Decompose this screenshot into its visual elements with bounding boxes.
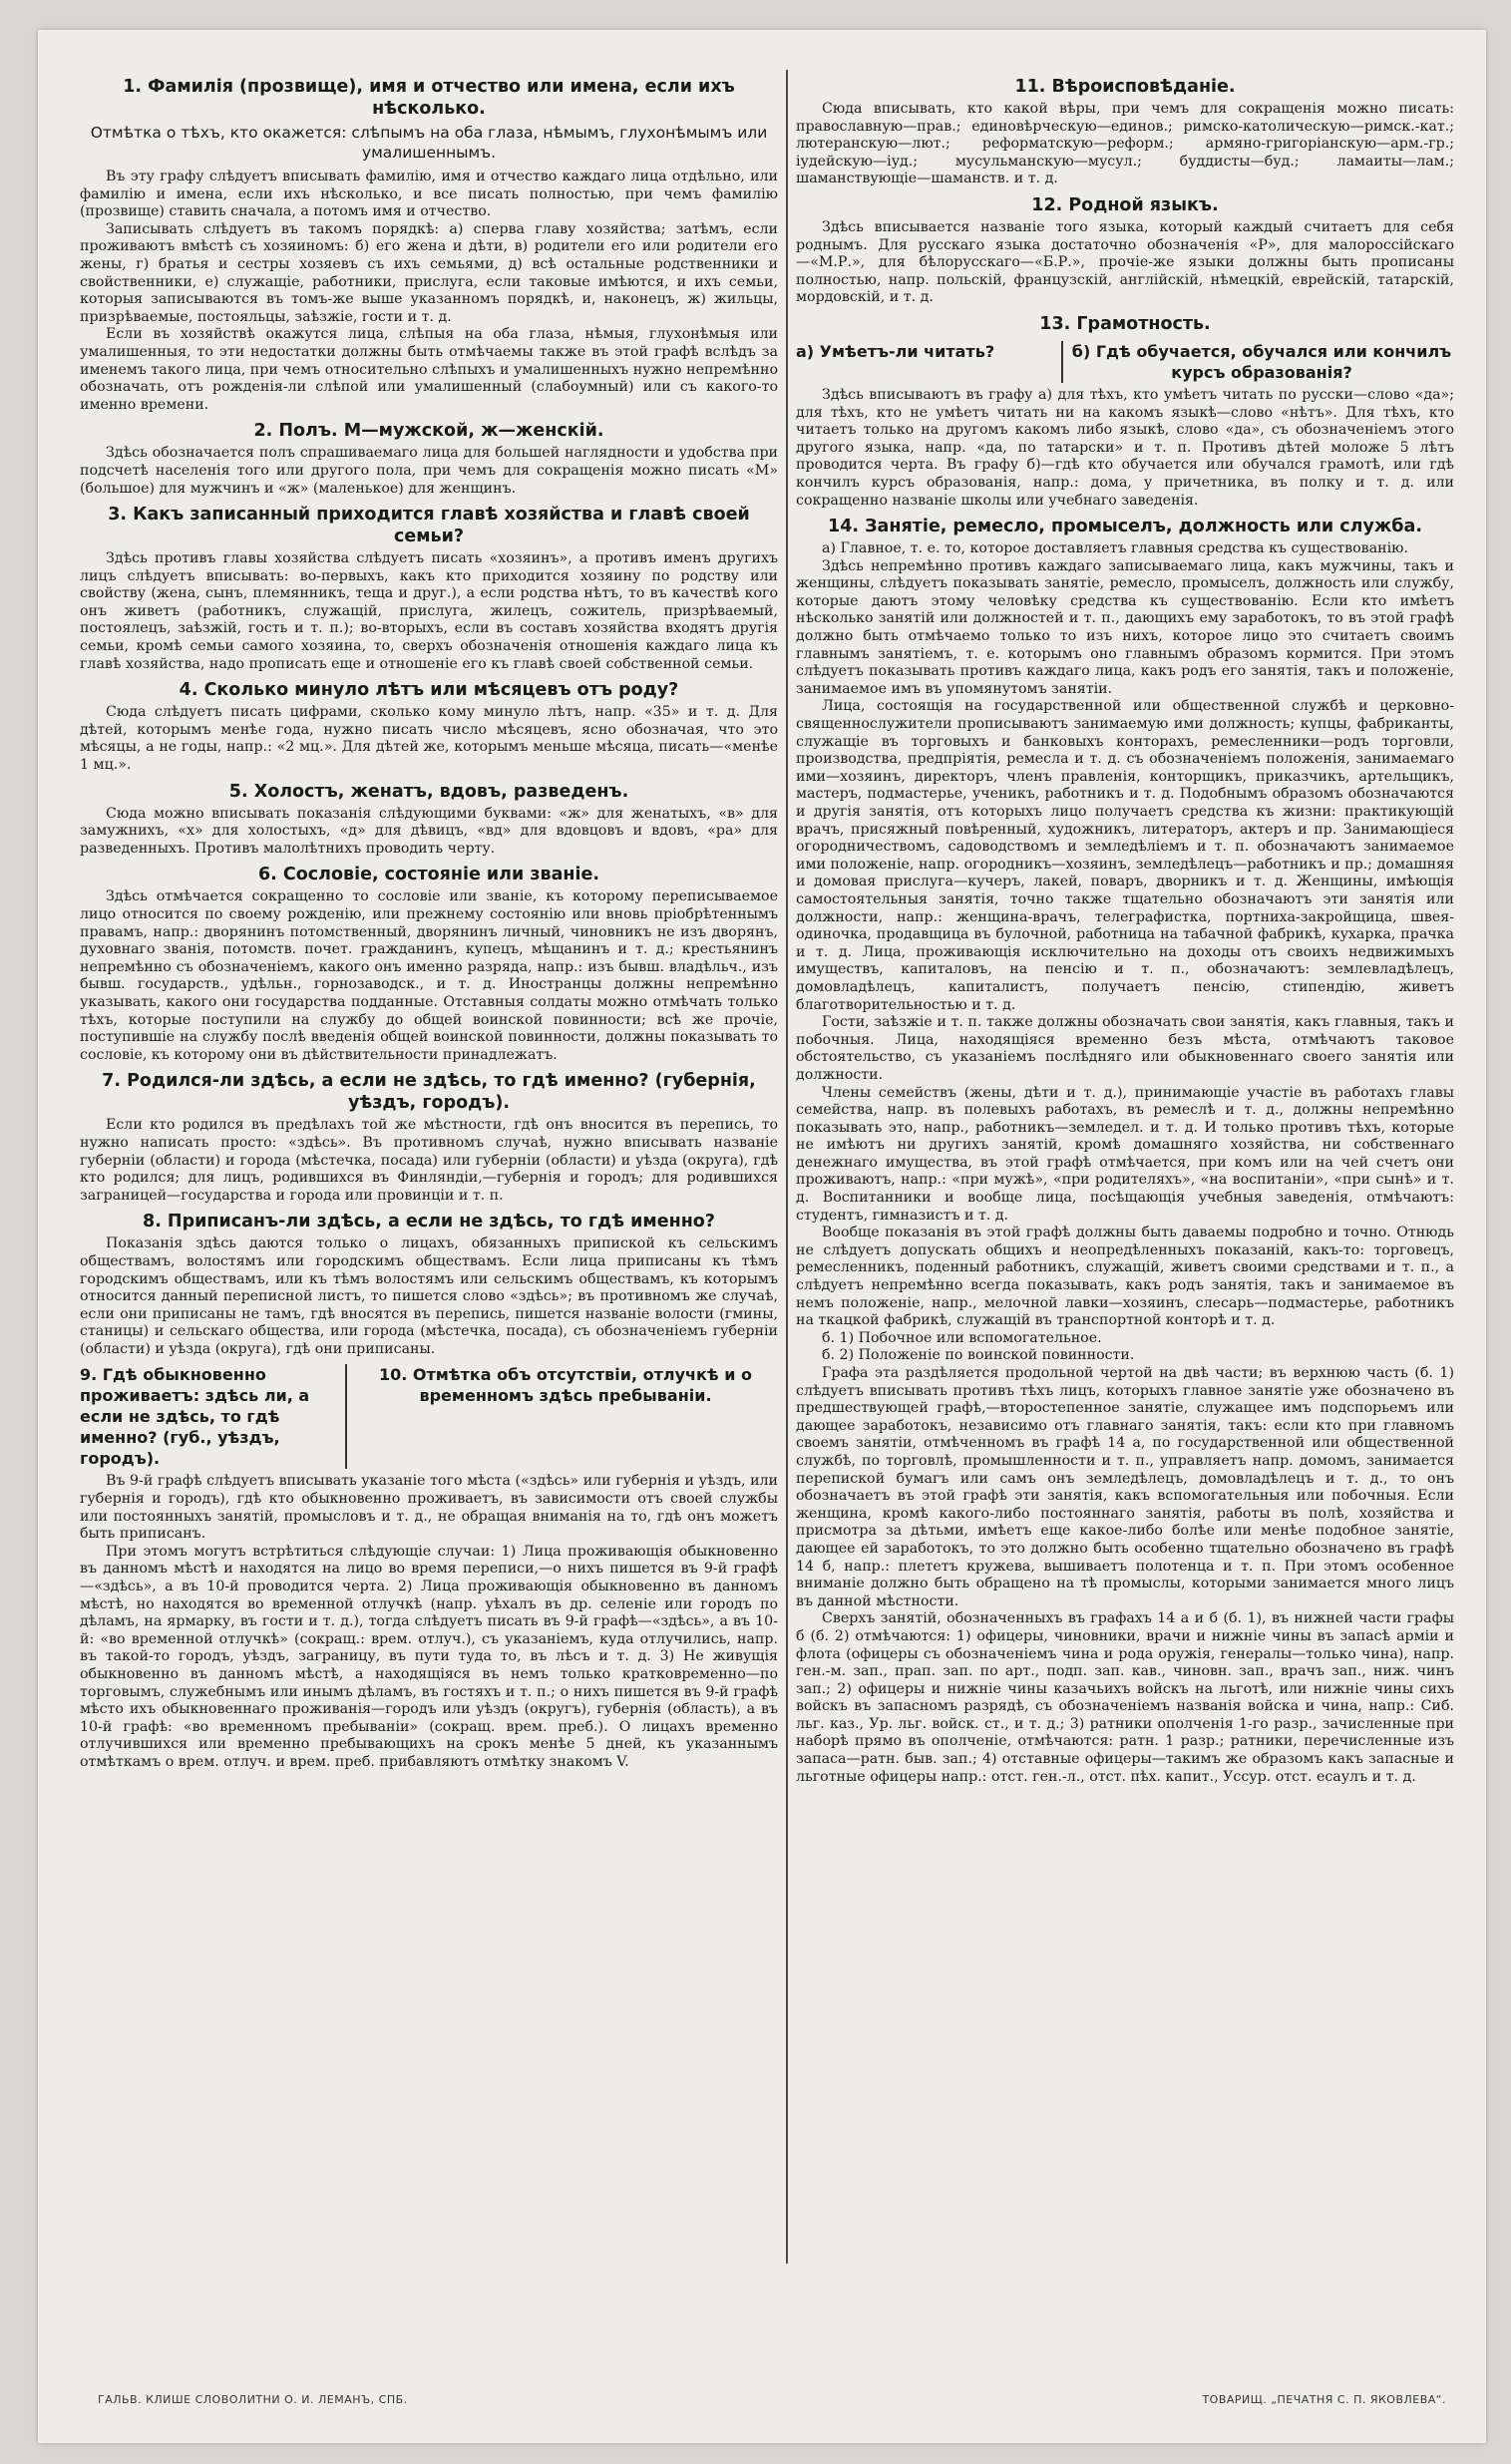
footer-printer-left: ГАЛЬВ. КЛИШЕ СЛОВОЛИТНИ О. И. ЛЕМАНЪ, СПБ. xyxy=(98,2393,408,2406)
section-14-text: Графа эта раздѣляется продольной чертой на двѣ части; въ верхнюю часть (б. 1) слѣдуетъ вписывать противъ тѣхъ лицъ, которыхъ главное занятіе уже обозначено въ предшествующей графѣ,—второстепенное занятіе, служащее имъ подспорьемъ или дающее заработокъ, независимо отъ главнаго занятія, такъ: если кто при главномъ своемъ занятіи, отмѣченномъ въ графѣ 14 а, по государственной или общественной службѣ, по торговлѣ, промышленности и т. п., управляетъ напр. домомъ, занимается перепиской бумагъ или самъ онъ земледѣлецъ, домовладѣлецъ и т. д., то онъ обозначаетъ въ этой графѣ эти занятія, какъ вспомогательныя или побочныя. Если женщина, кромѣ какого-либо постояннаго занятія, работы въ полѣ, хозяйства и присмотра за дѣтьми, имѣетъ еще какое-либо болѣе или менѣе подобное занятіе, дающее ей заработокъ, то это должно быть особенно тщательно обозначено въ графѣ 14 б, напр.: плететъ кружева, вышиваетъ полотенца и т. п. При этомъ особенное вниманіе должно быть обращено на тѣ промыслы, которыми занимается много лицъ въ данной мѣстности. xyxy=(796,1365,1454,1609)
section-14b2-subheading: б. 2) Положеніе по воинской повинности. xyxy=(822,1347,1135,1364)
footer-printer-right: ТОВАРИЩ. „ПЕЧАТНЯ С. П. ЯКОВЛЕВА“. xyxy=(1202,2393,1446,2406)
section-13-heading: 13. Грамотность. xyxy=(1039,313,1211,334)
section-14-text: Лица, состоящія на государственной или общественной службѣ и церковно-священнослужители прописываютъ занимаемую ими должность; купцы, фабриканты, служащіе въ торговыхъ и банковыхъ конторахъ, ремесленники—родъ торговли, производства, предпріятія, ремесла и т. д. съ обозначеніемъ положенія, занимаемаго ими—хозяинъ, директоръ, членъ правленія, конторщикъ, приказчикъ, артельщикъ, мастеръ, подмастерье, ученикъ, работникъ и т. д. Подобнымъ образомъ обозначаются и другія занятія, отъ которыхъ лицо получаетъ средства къ жизни: практикующій врачъ, присяжный повѣренный, художникъ, литераторъ, актеръ и пр. Занимающіеся огородничествомъ, садоводствомъ и земледѣліемъ и т. п. обозначаютъ занимаемое ими положеніе, напр. огородникъ—хозяинъ, земледѣлецъ—работникъ и пр.; домашняя и домовая прислуга—кучеръ, лакей, поваръ, дворникъ и т. д. Женщины, имѣющія самостоятельныя занятія, точно также тщательно обозначаютъ эти занятія или должности, напр.: женщина-врачъ, телеграфистка, портниха-закройщица, швея-одиночка, продавщица въ булочной, работница на табачной фабрикѣ, кухарка, прачка и т. д. Лица, проживающія исключительно на доходы отъ своихъ недвижимыхъ имуществъ, капиталовъ, на пенсію и т. п., обозначаютъ: землевладѣлецъ, домовладѣлецъ, капиталистъ, получаетъ пенсію, стипендію, живетъ благотворительностью и т. д. xyxy=(796,698,1454,1013)
section-7-text: Если кто родился въ предѣлахъ той же мѣстности, гдѣ онъ вносится въ перепись, то нужно написать просто: «здѣсь». Въ противномъ случаѣ, нужно вписывать названіе губерніи (области) и города (мѣстечка, посада) или губерніи (области) и уѣзда (округа), гдѣ кто родился; для лицъ, родившихся въ Финляндіи,—губернія и городъ; для родившихся заграницей—государства и города или провинціи и т. п. xyxy=(80,1117,778,1204)
section-9-text: При этомъ могутъ встрѣтиться слѣдующіе случаи: 1) Лица проживающія обыкновенно въ данномъ мѣстѣ и находятся на лицо во время переписи,—о нихъ пишется въ 9-й графѣ—«здѣсь», а въ 10-й проводится черта. 2) Лица проживающія обыкновенно въ данномъ мѣстѣ, но находятся во временной отлучкѣ (напр. уѣхалъ въ др. селеніе или городъ по дѣламъ, на ярмарку, въ гости и т. д.), тогда слѣдуетъ писать въ 9-й графѣ—«здѣсь», а въ 10-й: «во временной отлучкѣ» (сокращ.: врем. отлуч.), съ указаніемъ, куда отлучились, напр. въ такой-то городъ, уѣздъ, заграницу, въ пути туда то, въ лѣсъ и т. д. 3) Не живущія обыкновенно въ данномъ мѣстѣ, а находящіяся въ немъ только кратковременно—по торговымъ, служебнымъ или инымъ дѣламъ, въ гостяхъ и т. п.; о нихъ пишется въ 9-й графѣ мѣсто ихъ обыкновеннаго проживанія—городъ или уѣздъ (округъ), губернія (область), а въ 10-й графѣ: «во временномъ пребываніи» (сокращ. врем. преб.). О лицахъ временно отлучившихся или временно пребывающихъ на срокъ менѣе 5 дней, къ указаннымъ отмѣткамъ о врем. отлуч. и врем. преб. прибавляютъ отмѣтку знакомъ V. xyxy=(80,1543,778,1770)
section-11-heading: 11. Вѣроисповѣданіе. xyxy=(1014,77,1236,97)
column-divider xyxy=(786,70,788,2264)
section-4-heading: 4. Сколько минуло лѣтъ или мѣсяцевъ отъ роду? xyxy=(179,680,679,701)
section-10-heading: 10. Отмѣтка объ отсутствіи, отлучкѣ и о временномъ здѣсь пребываніи. xyxy=(379,1365,752,1406)
right-column xyxy=(796,70,1454,2274)
section-14b1-subheading: б. 1) Побочное или вспомогательное. xyxy=(822,1329,1102,1346)
section-9-text: Въ 9-й графѣ слѣдуетъ вписывать указаніе того мѣста («здѣсь» или губернія и уѣздъ, или губернія и городъ), гдѣ кто обыкновенно проживаетъ, въ зависимости отъ своей службы или постоянныхъ занятій, промысловъ и т. д., не обращая вниманія на то, гдѣ онъ можетъ быть приписанъ. xyxy=(80,1473,778,1543)
section-13b-heading: б) Гдѣ обучается, обучался или кончилъ курсъ образованія? xyxy=(1071,341,1452,382)
section-1-heading: 1. Фамилія (прозвище), имя и отчество или имена, если ихъ нѣсколько. xyxy=(123,77,735,119)
page-sheet xyxy=(38,30,1486,2443)
section-7-heading: 7. Родился-ли здѣсь, а если не здѣсь, то гдѣ именно? (губернія, уѣздъ, городъ). xyxy=(102,1071,756,1114)
section-1-text: Если въ хозяйствѣ окажутся лица, слѣпыя на оба глаза, нѣмыя, глухонѣмыя или умалишенныя, то эти недостатки должны быть отмѣчаемы также въ этой графѣ вслѣдъ за именемъ такого лица, при чемъ относительно слѣпыхъ и умалишенныхъ нужно непремѣнно обозначать, отъ рожденія-ли слѣпой или умалишенный (слабоумный) или съ какого-то именно времени. xyxy=(80,326,778,413)
section-1-text: Записывать слѣдуетъ въ такомъ порядкѣ: а) сперва главу хозяйства; затѣмъ, если проживаютъ вмѣстѣ съ хозяиномъ: б) его жена и дѣти, в) родители его или родители его жены, г) братья и сестры хозяевъ съ ихъ семьями, д) всѣ остальные родственники и свойственники, е) служащіе, работники, прислуга, если таковые имѣются, и ихъ семьи, которыя записываются въ томъ-же выше указанномъ порядкѣ, и, наконецъ, ж) жильцы, призрѣваемые, постояльцы, заѣзжіе, гости и т. д. xyxy=(80,220,778,325)
section-9-10-headings xyxy=(80,1364,778,1469)
section-3-text: Здѣсь противъ главы хозяйства слѣдуетъ писать «хозяинъ», а противъ именъ другихъ лицъ слѣдуетъ вписывать: во-первыхъ, какъ кто приходится хозяину по родству или свойству (жена, сынъ, племянникъ, теща и друг.), а если родства нѣтъ, то въ качествѣ кого онъ живетъ (работникъ, служащій, прислуга, жилецъ, сожитель, призрѣваемый, постоялецъ, заѣзжій, гость и т. п.); во-вторыхъ, если въ составъ хозяйства входятъ другія семьи, кромѣ семьи самого хозяина, то, сверхъ обозначенія отношенія каждаго лица къ главѣ хозяйства, надо прописать еще и отношеніе его къ главѣ своей собственной семьи. xyxy=(80,550,778,672)
section-14-heading: 14. Занятіе, ремесло, промыселъ, должность или служба. xyxy=(828,517,1422,537)
section-5-heading: 5. Холостъ, женатъ, вдовъ, разведенъ. xyxy=(228,781,629,802)
section-3-heading: 3. Какъ записанный приходится главѣ хозяйства и главѣ своей семьи? xyxy=(108,505,750,547)
section-12-text: Здѣсь вписывается названіе того языка, который каждый считаетъ для себя роднымъ. Для русскаго языка достаточно обозначенія «Р», для малороссійскаго—«М.Р.», для бѣлорусскаго—«Б.Р.», прочіе-же языки должны быть прописаны полностью, напр. польскій, французскій, англійскій, нѣмецкій, еврейскій, татарскій, мордовскій, и т. д. xyxy=(796,218,1454,306)
section-13-subheadings xyxy=(796,341,1454,383)
section-1-text: Въ эту графу слѣдуетъ вписывать фамилію, имя и отчество каждаго лица отдѣльно, или фамилію и имена, если ихъ нѣсколько, и все писать полностью, при чемъ фамилію (прозвище) ставить сначала, а потомъ имя и отчество. xyxy=(80,169,778,220)
section-6-text: Здѣсь отмѣчается сокращенно то сословіе или званіе, къ которому переписываемое лицо относится по своему рожденію, или прежнему состоянію или вновь пріобрѣтеннымъ правамъ, напр.: дворянинъ потомственный, дворянинъ личный, чиновникъ не изъ дворянъ, духовнаго званія, потомств. почет. гражданинъ, купецъ, мѣщанинъ и т. д.; крестьянинъ непремѣнно съ обозначеніемъ, какого онъ именно разряда, напр.: изъ бывш. владѣльч., изъ бывш. государств., удѣльн., горнозаводск., и т. д. Иностранцы должны непремѣнно указывать, какого они государства подданные. Отставныя солдаты можно отмѣчать только тѣхъ, которые поступили на службу до общей воинской повинности; всѣ же прочіе, поступившіе на службу послѣ введенія общей воинской повинности, должны показывать то сословіе, къ которому они въ дѣйствительности принадлежатъ. xyxy=(80,888,778,1063)
section-12-heading: 12. Родной языкъ. xyxy=(1031,194,1219,215)
section-8-text: Показанія здѣсь даются только о лицахъ, обязанныхъ припиской къ сельскимъ обществамъ, волостямъ или городскимъ обществамъ. Если лица приписаны къ тѣмъ городскимъ обществамъ, или къ тѣмъ волостямъ или сельскимъ обществамъ, къ которымъ относится данный переписной листъ, то пишется слово «здѣсь»; въ противномъ же случаѣ, если они приписаны не тамъ, гдѣ вносятся въ перепись, пишется названіе волости (гмины, станицы) и сельскаго общества, или города (мѣстечка, посада), съ обозначеніемъ губерніи (области) и уѣзда (округа), гдѣ они приписаны. xyxy=(80,1235,778,1357)
section-14-text: Сверхъ занятій, обозначенныхъ въ графахъ 14 а и б (б. 1), въ нижней части графы б (б. 2) отмѣчаются: 1) офицеры, чиновники, врачи и нижніе чины въ запасѣ арміи и флота (офицеры съ обозначеніемъ чина и рода оружія, генералы—только чина), напр. ген.-м. зап., прап. зап. по арт., подп. зап. кав., чиновн. зап., врачъ зап., ниж. чинъ зап.; 2) офицеры и нижніе чины казачьихъ войскъ на льготѣ, или нижніе чины сихъ войскъ въ запасномъ разрядѣ, съ обозначеніемъ названія войска и чина, напр.: Сиб. льг. каз., Ур. льг. войск. ст., и т. д.; 3) ратники ополченія 1-го разр., зачисленные при наборѣ прямо въ ополченіе, отмѣчаются: ратн. 1 разр.; ратники, перечисленные изъ запаса—ратн. быв. зап.; 4) отставные офицеры—такимъ же образомъ какъ запасные и льготные офицеры напр.: отст. ген.-л., отст. пѣх. капит., Уссур. отст. есаулъ и т. д. xyxy=(796,1610,1454,1785)
section-14-text: Вообще показанія въ этой графѣ должны быть даваемы подробно и точно. Отнюдь не слѣдуетъ допускать общихъ и неопредѣленныхъ показаній, какъ-то: торговецъ, ремесленникъ, поденный работникъ, служащій, живетъ своими средствами и т. п., а слѣдуетъ непремѣнно всегда показывать, какъ родъ занятія, такъ и занимаемое въ немъ положеніе, напр., мелочной лавки—хозяинъ, слесарь—подмастерье, работникъ на ткацкой фабрикѣ, служащій въ транспортной конторѣ и т. д. xyxy=(796,1225,1454,1329)
left-column xyxy=(80,70,778,2274)
section-2-heading: 2. Полъ. М—мужской, ж—женскій. xyxy=(253,421,604,442)
section-6-heading: 6. Сословіе, состояніе или званіе. xyxy=(258,865,599,885)
section-14-text: Члены семействъ (жены, дѣти и т. д.), принимающіе участіе въ работахъ главы семейства, напр. въ полевыхъ работахъ, въ ремеслѣ и т. д., должны непремѣнно показывать это, напр., работникъ—земледел. и т. д. И только противъ тѣхъ, которые не имѣютъ ни другихъ занятій, кромѣ домашняго хозяйства, ни собственнаго денежнаго имущества, въ этой графѣ отмѣчается, при комъ или на чей счетъ они проживаютъ, напр.: «при мужѣ», «при родителяхъ», «на воспитаніи», «при сынѣ» и т. д. Воспитанники и вообще лица, посѣщающія учебныя заведенія, отмѣчаютъ: студентъ, гимназистъ и т. д. xyxy=(796,1084,1454,1224)
section-13-text: Здѣсь вписываютъ въ графу а) для тѣхъ, кто умѣетъ читать по русски—слово «да»; для тѣхъ, кто не умѣетъ читать ни на какомъ языкѣ—слово «нѣтъ». Для тѣхъ, кто читаетъ только на другомъ какомъ либо языкѣ, слово «да», съ обозначеніемъ этого другого языка, напр. «да, по татарски» и т. п. Противъ дѣтей моложе 5 лѣтъ проводится черта. Въ графу б)—гдѣ кто обучается или обучался грамотѣ, или гдѣ кончилъ курсъ образованія, напр.: дома, у причетника, въ полку и т. д. или сокращенно названіе школы или учебнаго заведенія. xyxy=(796,386,1454,509)
section-1-subheading: Отмѣтка о тѣхъ, кто окажется: слѣпымъ на оба глаза, нѣмымъ, глухонѣмымъ или умалишеннымъ. xyxy=(90,124,768,162)
section-5-text: Сюда можно вписывать показанія слѣдующими буквами: «ж» для женатыхъ, «в» для замужнихъ, «х» для холостыхъ, «д» для дѣвицъ, «вд» для вдовцовъ и вдовъ, «ра» для разведенныхъ. Противъ малолѣтнихъ проводить черту. xyxy=(80,805,778,857)
section-14-text: Гости, заѣзжіе и т. п. также должны обозначать свои занятія, какъ главныя, такъ и побочныя. Лица, находящіяся временно безъ мѣста, отмѣчаютъ таковое обстоятельство, съ указаніемъ послѣдняго или обыкновеннаго своего занятія или должности. xyxy=(796,1014,1454,1083)
section-11-text: Сюда вписывать, кто какой вѣры, при чемъ для сокращенія можно писать: православную—прав.; единовѣрческую—единов.; римско-католическую—римск.-кат.; лютеранскую—лют.; реформатскую—реформ.; армяно-григоріанскую—арм.-гр.; іудейскую—іуд.; мусульманскую—мусул.; буддисты—буд.; ламаиты—лам.; шаманствующіе—шаманств. и т. д. xyxy=(796,101,1454,187)
section-8-heading: 8. Приписанъ-ли здѣсь, а если не здѣсь, то гдѣ именно? xyxy=(143,1212,715,1232)
section-14a-subheading: а) Главное, т. е. то, которое доставляетъ главныя средства къ существованію. xyxy=(822,540,1408,557)
section-13a-heading: а) Умѣетъ-ли читать? xyxy=(796,341,1063,383)
section-2-text: Здѣсь обозначается полъ спрашиваемаго лица для большей наглядности и удобства при подсчетѣ населенія того или другого пола, при чемъ для сокращенія можно писать «М» (большое) для мужчинъ и «ж» (маленькое) для женщинъ. xyxy=(80,445,778,497)
section-9-heading: 9. Гдѣ обыкновенно проживаетъ: здѣсь ли, а если не здѣсь, то гдѣ именно? (губ., уѣздъ, городъ). xyxy=(80,1364,347,1469)
section-14-text: Здѣсь непремѣнно противъ каждаго записываемаго лица, какъ мужчины, такъ и женщины, слѣдуетъ показывать занятіе, ремесло, промыселъ, должность или службу, которые даютъ этому человѣку средства къ существованію. Если кто имѣетъ нѣсколько занятій или должностей и т. п., дающихъ ему заработокъ, то въ этой графѣ должно быть отмѣчаемо только то изъ нихъ, которое лицо это считаетъ своимъ главнымъ занятіемъ, т. е. которымъ оно главнымъ образомъ кормится. При этомъ слѣдуетъ показывать противъ каждаго лица, какъ родъ его занятія, такъ и положеніе, занимаемое имъ въ упомянутомъ занятіи. xyxy=(796,557,1454,697)
section-4-text: Сюда слѣдуетъ писать цифрами, сколько кому минуло лѣтъ, напр. «35» и т. д. Для дѣтей, которымъ менѣе года, нужно писать число мѣсяцевъ, ясно обозначая, что это мѣсяцы, а не годы, напр.: «2 мц.». Для дѣтей же, которымъ меньше мѣсяца, писать—«менѣе 1 мц.». xyxy=(80,704,778,774)
